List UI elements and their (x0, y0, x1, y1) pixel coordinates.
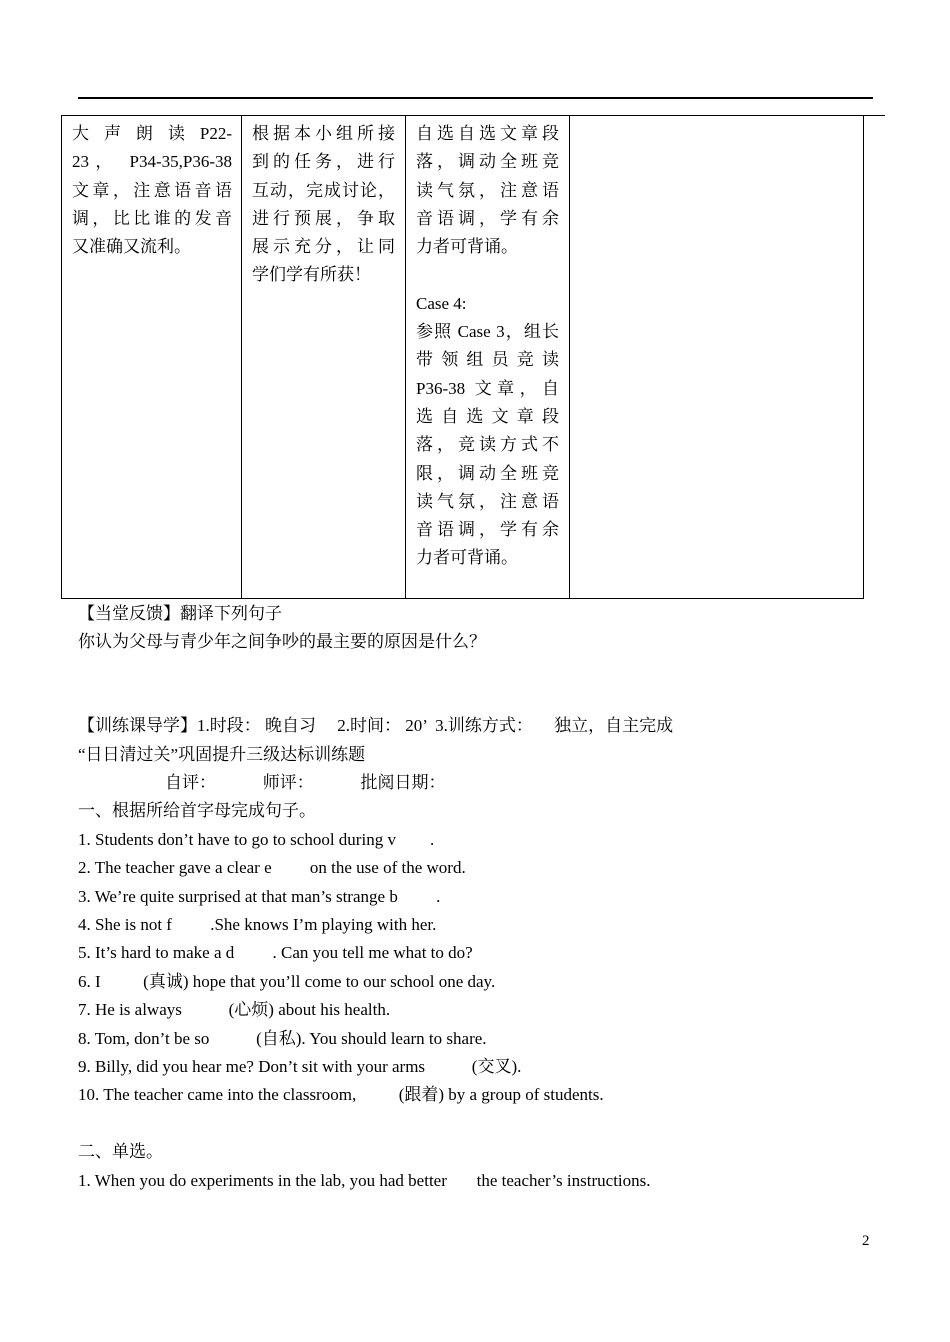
cell-line: 限，调动全班竞 (416, 463, 559, 483)
feedback-question: 你认为父母与青少年之间争吵的最主要的原因是什么？ (78, 632, 486, 651)
cell-line: 进行预展，争取 (252, 208, 395, 228)
cell-line: 参照 Case 3，组长 (416, 322, 559, 342)
evaluation-line: 自评： 师评： 批阅日期： (165, 773, 446, 792)
training-heading: 【训练课导学】1.时段： 晚自习 2.时间： 20’ 3.训练方式： 独立，自主完成 (78, 716, 674, 735)
section2-item-1: 1. When you do experiments in the lab, you had better the teacher’s instructions. (78, 1171, 651, 1190)
cell-line: 学们学有所获！ (252, 265, 371, 285)
cell-line: 音语调，学有余 (416, 208, 559, 228)
cell-line: 选 自 选 文 章 段 (416, 406, 559, 426)
cell-line: 文章，注意语音语 (72, 180, 232, 200)
section1-item-4: 4. She is not f .She knows I’m playing with her. (78, 915, 437, 934)
section1-item-9: 9. Billy, did you hear me? Don’t sit with your arms (交叉). (78, 1057, 522, 1076)
page-number: 2 (862, 1233, 870, 1249)
section1-item-2: 2. The teacher gave a clear e on the use of the word. (78, 858, 466, 877)
section1-item-1: 1. Students don’t have to go to school during v . (78, 830, 435, 849)
cell-line: 自选自选文章段 (416, 124, 559, 143)
section1-item-6: 6. I (真诚) hope that you’ll come to our school one day. (78, 972, 496, 991)
feedback-heading: 【当堂反馈】翻译下列句子 (78, 604, 282, 623)
section1-item-10: 10. The teacher came into the classroom, (跟着) by a group of students. (78, 1085, 604, 1104)
cell-line: 大 声 朗 读 P22- (72, 124, 232, 143)
cell-line: 根据本小组所接 (252, 124, 395, 143)
table-divider-1 (241, 115, 242, 599)
cell-line: 互动，完成讨论， (252, 180, 395, 200)
activity-table (61, 115, 885, 599)
cell-line: 力者可背诵。 (416, 237, 518, 257)
cell-line: 展示充分，让同 (252, 237, 395, 257)
cell-line: 调，比比谁的发音 (72, 208, 232, 228)
section2-title: 二、单选。 (78, 1142, 163, 1161)
cell-line: 又准确又流利。 (72, 237, 191, 257)
section1-item-7: 7. He is always (心烦) about his health. (78, 1000, 391, 1019)
table-border-top (61, 115, 885, 116)
table-cell-group-task (252, 120, 395, 290)
table-border-bottom (61, 598, 864, 599)
header-rule (78, 97, 873, 99)
cell-line: 带 领 组 员 竞 读 (416, 350, 559, 370)
cell-line: 落，调动全班竞 (416, 152, 559, 172)
cell-line: 23， P34-35,P36-38 (72, 152, 232, 172)
cell-line: 到的任务，进行 (252, 152, 395, 172)
table-divider-3 (569, 115, 570, 599)
table-cell-read-aloud (72, 120, 232, 261)
section1-title: 一、根据所给首字母完成句子。 (78, 801, 316, 820)
cell-line: 落，竞读方式不 (416, 435, 559, 455)
table-cell-case (416, 120, 559, 573)
section1-item-3: 3. We’re quite surprised at that man’s strange b . (78, 887, 441, 906)
cell-line: Case 4: (416, 293, 467, 313)
table-divider-4 (863, 115, 864, 599)
training-subtitle: “日日清过关”巩固提升三级达标训练题 (78, 745, 366, 764)
table-border-left (61, 115, 62, 599)
cell-line-blank (416, 261, 559, 289)
cell-line: 读气氛，注意语 (416, 180, 559, 200)
cell-line: 音语调，学有余 (416, 520, 559, 540)
cell-line: 读气氛，注意语 (416, 491, 559, 511)
cell-line: P36-38 文章，自 (416, 378, 559, 398)
section1-item-5: 5. It’s hard to make a d . Can you tell me what to do? (78, 943, 473, 962)
cell-line: 力者可背诵。 (416, 548, 518, 568)
table-divider-2 (405, 115, 406, 599)
section1-item-8: 8. Tom, don’t be so (自私). You should learn to share. (78, 1029, 487, 1048)
